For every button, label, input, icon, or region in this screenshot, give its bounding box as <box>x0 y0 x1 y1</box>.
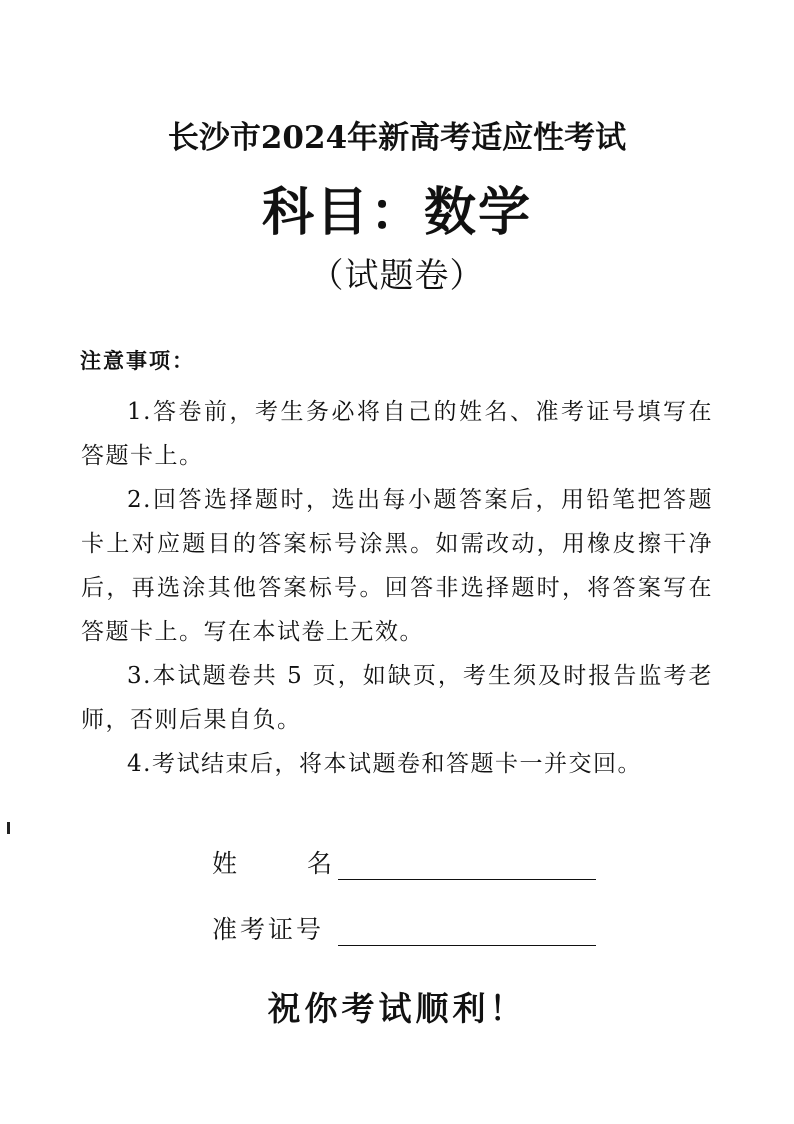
note-item-4: 4.考试结束后，将本试题卷和答题卡一并交回。 <box>127 751 642 777</box>
note-item-1: 1.答卷前，考生务必将自己的姓名、准考证号填写在答题卡上。 <box>81 399 713 469</box>
name-field-row <box>212 844 596 880</box>
admission-number-label: 准考证号 <box>212 915 325 944</box>
exam-title: 长沙市2024年新高考适应性考试 <box>167 120 627 156</box>
name-blank-line[interactable] <box>338 849 596 880</box>
notes-heading: 注意事项： <box>80 349 195 373</box>
paper-type-label: （试题卷） <box>309 256 485 296</box>
name-label-char-1: 姓 <box>212 849 238 878</box>
closing-wish: 祝你考试顺利！ <box>267 989 527 1028</box>
note-item-3: 3.本试题卷共 5 页，如缺页，考生须及时报告监考老师，否则后果自负。 <box>81 663 713 733</box>
subject-title: 科目：数学 <box>261 183 532 243</box>
note-item-2: 2.回答选择题时，选出每小题答案后，用铅笔把答题卡上对应题目的答案标号涂黑。如需改动，用橡皮擦干净后，再选涂其他答案标号。回答非选择题时，将答案写在答题卡上。写在本试卷上无效。 <box>81 487 713 645</box>
notes-list <box>81 390 713 786</box>
scan-margin-mark <box>7 822 10 834</box>
name-label <box>212 844 338 880</box>
admission-number-blank-line[interactable] <box>338 915 596 946</box>
name-label-char-2: 名 <box>307 849 333 878</box>
id-field-row <box>212 910 596 946</box>
